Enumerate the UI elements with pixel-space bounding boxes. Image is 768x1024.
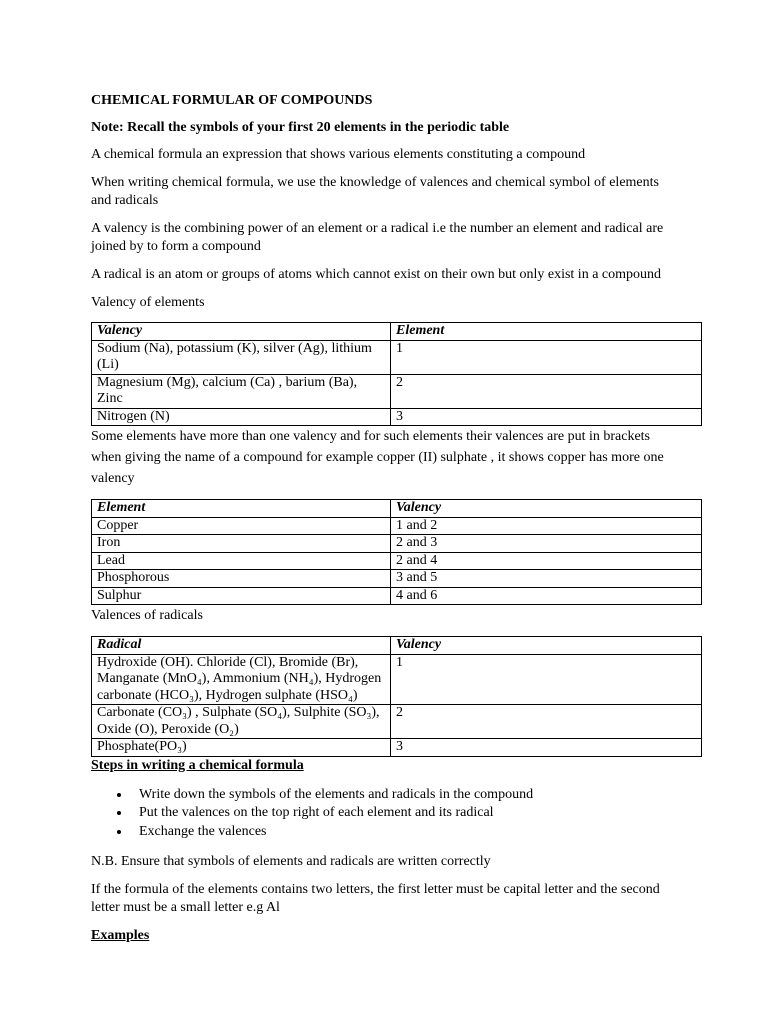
document-title: CHEMICAL FORMULAR OF COMPOUNDS: [91, 93, 373, 108]
table-cell: 1: [391, 340, 702, 374]
list-item: • Write down the symbols of the elements and radicals in the compound: [131, 786, 681, 805]
table-row: [92, 570, 702, 588]
table-cell: 3: [391, 408, 702, 426]
radical-valency-table: [91, 636, 702, 757]
table-row: [92, 408, 702, 426]
table-cell: 3: [391, 739, 702, 757]
table-cell: Lead: [92, 552, 391, 570]
multiple-valency-table: [91, 499, 702, 605]
table-header-cell: Radical: [92, 637, 391, 655]
paragraph-chemical-formula: A chemical formula an expression that shows various elements constituting a compound: [91, 147, 586, 162]
table-row: [92, 739, 702, 757]
table-cell: Magnesium (Mg), calcium (Ca) , barium (Ba), Zinc: [92, 374, 391, 408]
table-row: [92, 552, 702, 570]
paragraph-radical-definition: A radical is an atom or groups of atoms which cannot exist on their own but only exist in a compound: [91, 267, 662, 282]
steps-heading: Steps in writing a chemical formula: [91, 757, 304, 773]
table-header-cell: Element: [92, 500, 391, 518]
table-cell: Phosphate(PO₃): [92, 739, 391, 757]
steps-list: [91, 786, 681, 842]
table-row: [92, 587, 702, 605]
table-cell: 2 and 4: [391, 552, 702, 570]
table-row: [92, 535, 702, 553]
table-header-row: [92, 637, 702, 655]
table-header-cell: Valency: [92, 323, 391, 341]
note-text: Note: Recall the symbols of your first 20 elements in the periodic table: [91, 120, 510, 135]
table-cell: Hydroxide (OH). Chloride (Cl), Bromide (Br), Manganate (MnO₄), Ammonium (NH₄), Hydrogen carbonate (HCO₃), Hydrogen sulphate (HSO₄): [92, 654, 391, 705]
table-cell: 1 and 2: [391, 517, 702, 535]
paragraph-valency-of-elements: Valency of elements: [91, 295, 205, 310]
paragraph-nb: N.B. Ensure that symbols of elements and radicals are written correctly: [91, 854, 491, 869]
table-cell: 2: [391, 705, 702, 739]
table-cell: Nitrogen (N): [92, 408, 391, 426]
valency-elements-table: [91, 322, 702, 426]
table-cell: 3 and 5: [391, 570, 702, 588]
table-cell: Iron: [92, 535, 391, 553]
table-cell: 2 and 3: [391, 535, 702, 553]
table-header-row: [92, 500, 702, 518]
table-header-cell: Valency: [391, 637, 702, 655]
table-cell: Copper: [92, 517, 391, 535]
table-row: [92, 705, 702, 739]
document-page: [91, 92, 681, 956]
table-cell: Sodium (Na), potassium (K), silver (Ag), lithium (Li): [92, 340, 391, 374]
table-row: [92, 654, 702, 705]
table-row: [92, 340, 702, 374]
table-cell: 1: [391, 654, 702, 705]
table-row: [92, 374, 702, 408]
table-header-row: [92, 323, 702, 341]
table-cell: Carbonate (CO₃) , Sulphate (SO₄), Sulphite (SO₃), Oxide (O), Peroxide (O₂): [92, 705, 391, 739]
table-header-cell: Valency: [391, 500, 702, 518]
table-row: [92, 517, 702, 535]
table-cell: Sulphur: [92, 587, 391, 605]
table-header-cell: Element: [391, 323, 702, 341]
table-cell: 2: [391, 374, 702, 408]
paragraph-valences-of-radicals: Valences of radicals: [91, 608, 203, 623]
list-item: • Exchange the valences: [131, 823, 681, 842]
table-cell: Phosphorous: [92, 570, 391, 588]
paragraph-multiple-valency: Some elements have more than one valency and for such elements their valences are put in brackets when giving the name of a compound for example copper (II) sulphate , it shows copper has more one valency: [91, 429, 664, 486]
table-cell: 4 and 6: [391, 587, 702, 605]
paragraph-valency-definition: A valency is the combining power of an element or a radical i.e the number an element and radical are joined by to form a compound: [91, 221, 664, 254]
paragraph-two-letters: If the formula of the elements contains two letters, the first letter must be capital letter and the second letter must be a small letter e.g Al: [91, 882, 660, 915]
paragraph-writing-formula: When writing chemical formula, we use the knowledge of valences and chemical symbol of elements and radicals: [91, 175, 659, 208]
list-item: • Put the valences on the top right of each element and its radical: [131, 804, 681, 823]
examples-heading: Examples: [91, 928, 150, 943]
